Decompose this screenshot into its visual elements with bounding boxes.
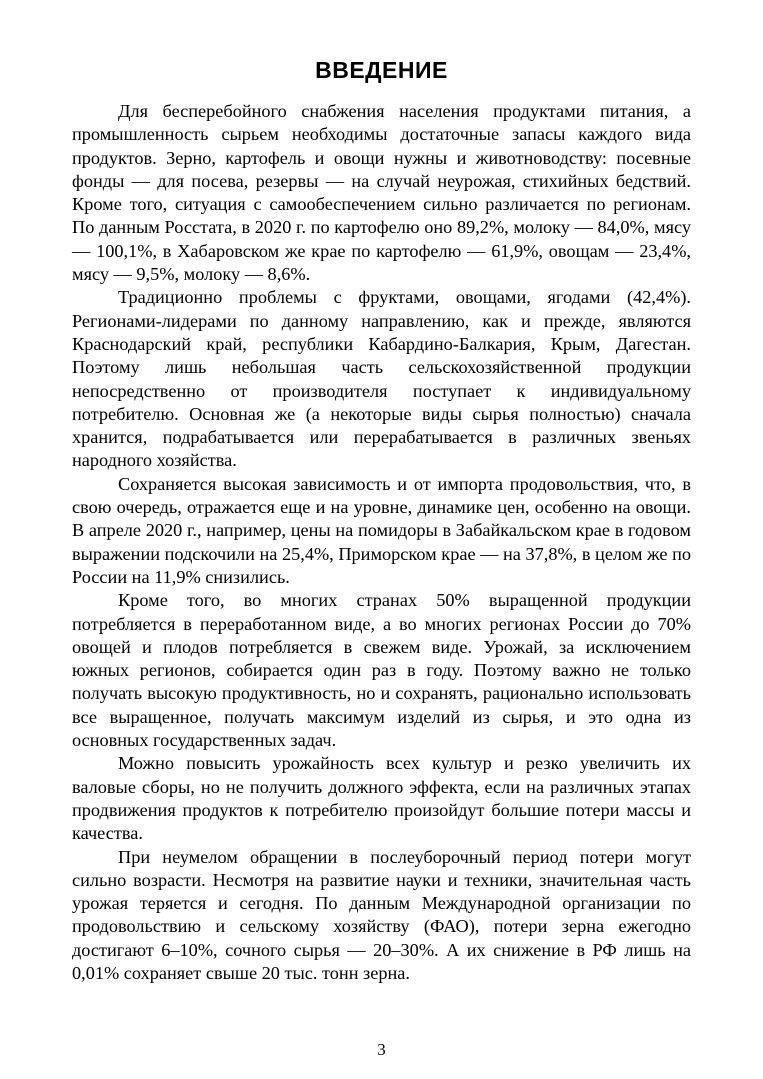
document-page (72, 52, 691, 985)
paragraph-3: Сохраняется высокая зависимость и от импорта продовольствия, что, в свою очередь, отражается еще и на уровне, динамике цен, особенно на овощи. В апреле 2020 г., например, цены на помидоры в Забайкальском крае в годовом выражении подскочили на 25,4%, Приморском крае — на 37,8%, в целом же по России на 11,9% снизились. (72, 473, 691, 587)
paragraph-6: При неумелом обращении в послеуборочный период потери могут сильно возрасти. Несмотря на развитие науки и техники, значительная часть урожая теряется и сегодня. По данным Международной организации по продовольствию и сельскому хозяйству (ФАО), потери зерна ежегодно достигают 6–10%, сочного сырья — 20–30%. А их снижение в РФ лишь на 0,01% сохраняет свыше 20 тыс. тонн зерна. (72, 846, 691, 983)
paragraph-2: Традиционно проблемы с фруктами, овощами, ягодами (42,4%). Регионами-лидерами по данному направлению, как и прежде, являются Краснодарский край, республики Кабардино-Балкария, Крым, Дагестан. Поэтому лишь небольшая часть сельскохозяйственной продукции непосредственно от производителя поступает к индивидуальному потребителю. Основная же (а некоторые виды сырья полностью) сначала хранится, подрабатывается или перерабатывается в различных звеньях народного хозяйства. (72, 287, 691, 471)
paragraph-5: Можно повысить урожайность всех культур и резко увеличить их валовые сборы, но не получить должного эффекта, если на различных этапах продвижения продуктов к потребителю произойдут большие потери массы и качества. (72, 753, 691, 844)
paragraph-1: Для бесперебойного снабжения населения продуктами питания, а промышленность сырьем необходимы достаточные запасы каждого вида продуктов. Зерно, картофель и овощи нужны и животноводству: посевные фонды — для посева, резервы — на случай неурожая, стихийных бедствий. Кроме того, ситуация с самообеспечением сильно различается по регионам. По данным Росстата, в 2020 г. по картофелю оно 89,2%, молоку — 84,0%, мясу — 100,1%, в Хабаровском же крае по картофелю — 61,9%, овощам — 23,4%, мясу — 9,5%, молоку — 8,6%. (72, 101, 691, 285)
paragraph-4: Кроме того, во многих странах 50% выращенной продукции потребляется в переработанном виде, а во многих регионах России до 70% овощей и плодов потребляется в свежем виде. Урожай, за исключением южных регионов, собирается один раз в году. Поэтому важно не только получать высокую продуктивность, но и сохранять, рационально использовать все выращенное, получать максимум изделий из сырья, и это одна из основных государственных задач. (72, 590, 691, 751)
page-number: 3 (377, 1040, 386, 1059)
section-title: ВВЕДЕНИЕ (315, 57, 448, 83)
